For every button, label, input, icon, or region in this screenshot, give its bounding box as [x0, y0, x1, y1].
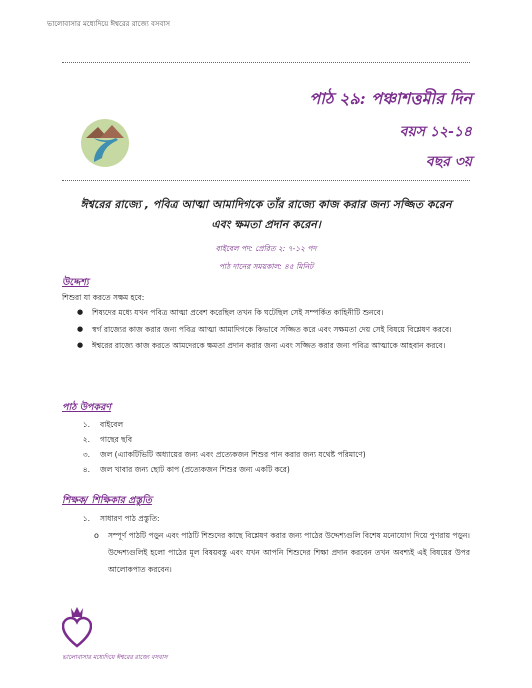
list-item: [62, 447, 472, 462]
list-item: [62, 417, 472, 432]
age-range: বয়স ১২-১৪: [399, 124, 472, 140]
materials-heading: পাঠ উপকরণ: [62, 402, 112, 413]
item-text: সাধারণ পাঠ প্রস্তুতি:: [100, 514, 160, 523]
item-number: ৪.: [82, 465, 90, 474]
teacher-prep-heading: শিক্ষক/ শিক্ষিকার প্রস্তুতি: [62, 495, 152, 506]
list-item: [62, 462, 472, 477]
mountain-river-logo-icon: [80, 118, 130, 168]
section-divider: [62, 180, 470, 181]
item-text: গাছের ছবি: [100, 435, 133, 444]
main-statement: ঈশ্বরের রাজ্যে , পবিত্র আত্মা আমাদিগকে তাঁর রাজ্যে কাজ করার জন্য সজ্জিত করেন এবং ক্ষমতা প্রদান করেন।: [80, 198, 452, 231]
item-text: জল খাবার জন্য ছোট কাপ (প্রত্যেকজন শিশুর জন্য একটি করে): [100, 465, 290, 474]
footer-text: ভালোবাসার মধ্যেদিয়ে ঈশ্বরের রাজ্যে বসবাস: [62, 654, 168, 661]
objectives-list: [62, 305, 472, 355]
list-item: ● স্বর্গ রাজ্যের কাজ করার জন্য পবিত্র আত্মা আমাদিগকে কিভাবে সজ্জিত করে এবং সক্ষমতা দেয় সেই বিষয়ে বিশ্লেষণ করবে।: [62, 322, 472, 338]
objectives-intro: শিশুরা যা করতে সক্ষম হবে:: [62, 293, 145, 302]
top-divider: [62, 62, 470, 63]
item-number: ২.: [82, 435, 90, 444]
running-header: ভালোবাসার মধ্যেদিয়ে ঈশ্বরের রাজ্যে বসবাস: [47, 20, 171, 28]
bible-reference: বাইবেল পদ: প্রেরিত ২: ৭-১২ পদ: [215, 244, 317, 253]
item-text: বাইবেল: [100, 420, 124, 429]
circle-bullet-icon: o: [94, 531, 99, 540]
lesson-title: পাঠ ২৯: পঞ্চাশত্তমীর দিন: [309, 89, 472, 108]
prep-item: [62, 514, 472, 526]
year-label: বছর ৩য়: [425, 154, 472, 170]
prep-subitem: [94, 527, 470, 578]
item-number: ১.: [82, 514, 90, 523]
crown-heart-logo-icon: [62, 606, 92, 650]
item-text: জল (এ্যাকটিভিটি অধ্যায়ের জন্য এবং প্রত্যেকজন শিশুর পান করার জন্য যথেষ্ট পরিমাণে): [100, 450, 366, 459]
list-item: ● শিষ্যদের মধ্যে যখন পবিত্র আত্মা প্রবেশ করেছিল তখন কি ঘটেছিল সেই সম্পর্কিত কাহিনীটি শুনবে।: [62, 305, 472, 321]
item-number: ১.: [82, 420, 90, 429]
materials-list: [62, 417, 472, 477]
objectives-heading: উদ্দেশ্য: [62, 277, 89, 288]
item-number: ৩.: [82, 450, 90, 459]
list-item: [62, 432, 472, 447]
list-item: ● ঈশ্বরের রাজ্যে কাজ করতে আমদেরকে ক্ষমতা প্রদান করার জন্য এবং সজ্জিত করার জন্য পবিত্র আত্মাকে আহবান করবে।: [62, 338, 472, 354]
prep-subitem-text: সম্পূর্ণ পাঠটি পড়ুন এবং পাঠটি শিশুদের কাছে বিশ্লেষণ করার জন্য পাঠের উদ্দেশ্যগুলি বিশেষ মনোযোগ দিয়ে পুণরায় পড়ুন। উদ্দেশ্যগুলিই হলো পাঠের মূল বিষয়বস্তু এবং যখন আপনি শিশুদের শিক্ষা প্রদান করবেন তখন অবশ্যই এই বিষয়ের উপর আলোকপাত করবেন।: [108, 531, 470, 574]
lesson-duration: পাঠ দানের সময়কাল: ৪৫ মিনিট: [218, 262, 314, 271]
